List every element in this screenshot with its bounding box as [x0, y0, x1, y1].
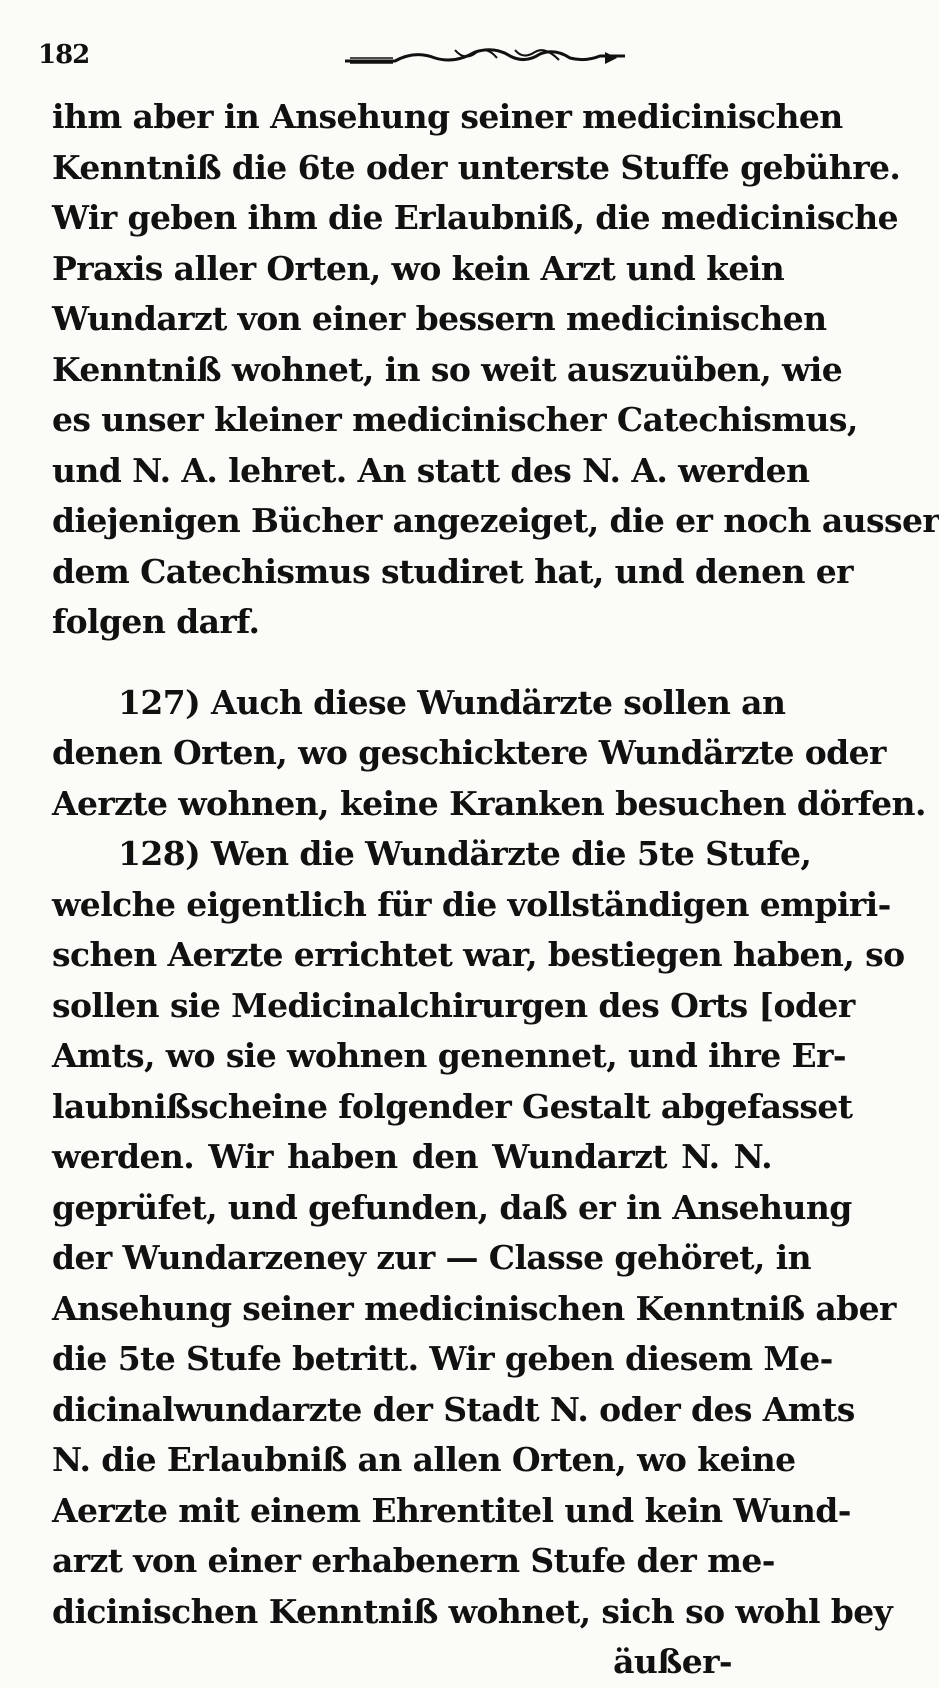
decorative-flourish-icon: [335, 46, 635, 66]
text-line: Wundarzt von einer bessern medicinischen: [52, 299, 827, 338]
text-line: die 5te Stufe betritt. Wir geben diesem Me-: [52, 1339, 833, 1378]
text-line: N. die Erlaubniß an allen Orten, wo keine: [52, 1440, 796, 1479]
text-line: welche eigentlich für die vollständigen empiri-: [52, 884, 891, 924]
text-line: Ansehung seiner medicinischen Kenntniß aber: [52, 1288, 896, 1328]
text-line: Kenntniß die 6te oder unterste Stuffe gebühre.: [52, 147, 901, 187]
text-line: diejenigen Bücher angezeiget, die er noch ausser: [52, 501, 939, 540]
text-line: 128) Wen die Wundärzte die 5te Stufe,: [118, 834, 812, 873]
text-line: Kenntniß wohnet, in so weit auszuüben, wie: [52, 349, 843, 389]
text-line: ihm aber in Ansehung seiner medicinischen: [52, 97, 843, 136]
text-line: dicinischen Kenntniß wohnet, sich so wohl bey: [52, 1591, 893, 1631]
text-line: sollen sie Medicinalchirurgen des Orts [oder: [52, 985, 855, 1025]
text-line: Wir geben ihm die Erlaubniß, die medicinische: [52, 198, 899, 237]
text-line: schen Aerzte errichtet war, bestiegen haben, so: [52, 935, 905, 974]
text-line: 127) Auch diese Wundärzte sollen an: [118, 682, 786, 722]
text-line: dem Catechismus studiret hat, und denen er: [52, 551, 853, 591]
text-line: Praxis aller Orten, wo kein Arzt und kein: [52, 248, 785, 288]
text-line: arzt von einer erhabenern Stufe der me-: [52, 1541, 775, 1580]
text-line: der Wundarzeney zur — Classe gehöret, in: [52, 1238, 812, 1277]
text-line: denen Orten, wo geschicktere Wundärzte oder: [52, 733, 886, 772]
text-line: Aerzte wohnen, keine Kranken besuchen dörfen.: [52, 783, 926, 823]
text-line: dicinalwundarzte der Stadt N. oder des Amts: [52, 1389, 855, 1429]
page-number: 182: [38, 40, 90, 70]
text-line: und N. A. lehret. An statt des N. A. werden: [52, 450, 810, 490]
text-line: Amts, wo sie wohnen genennet, und ihre Er-: [52, 1036, 846, 1075]
text-line: folgen darf.: [52, 602, 260, 641]
catchword: äußer-: [613, 1642, 732, 1681]
text-line: laubnißscheine folgender Gestalt abgefasset: [52, 1086, 853, 1126]
body-text: [52, 92, 939, 1688]
text-line: Aerzte mit einem Ehrentitel und kein Wund-: [52, 1490, 851, 1530]
text-line: werden. Wir haben den Wundarzt N. N.: [52, 1137, 772, 1176]
text-line: es unser kleiner medicinischer Catechismus,: [52, 400, 858, 439]
text-line: geprüfet, und gefunden, daß er in Ansehung: [52, 1187, 852, 1227]
paragraph-gap: [52, 648, 772, 678]
